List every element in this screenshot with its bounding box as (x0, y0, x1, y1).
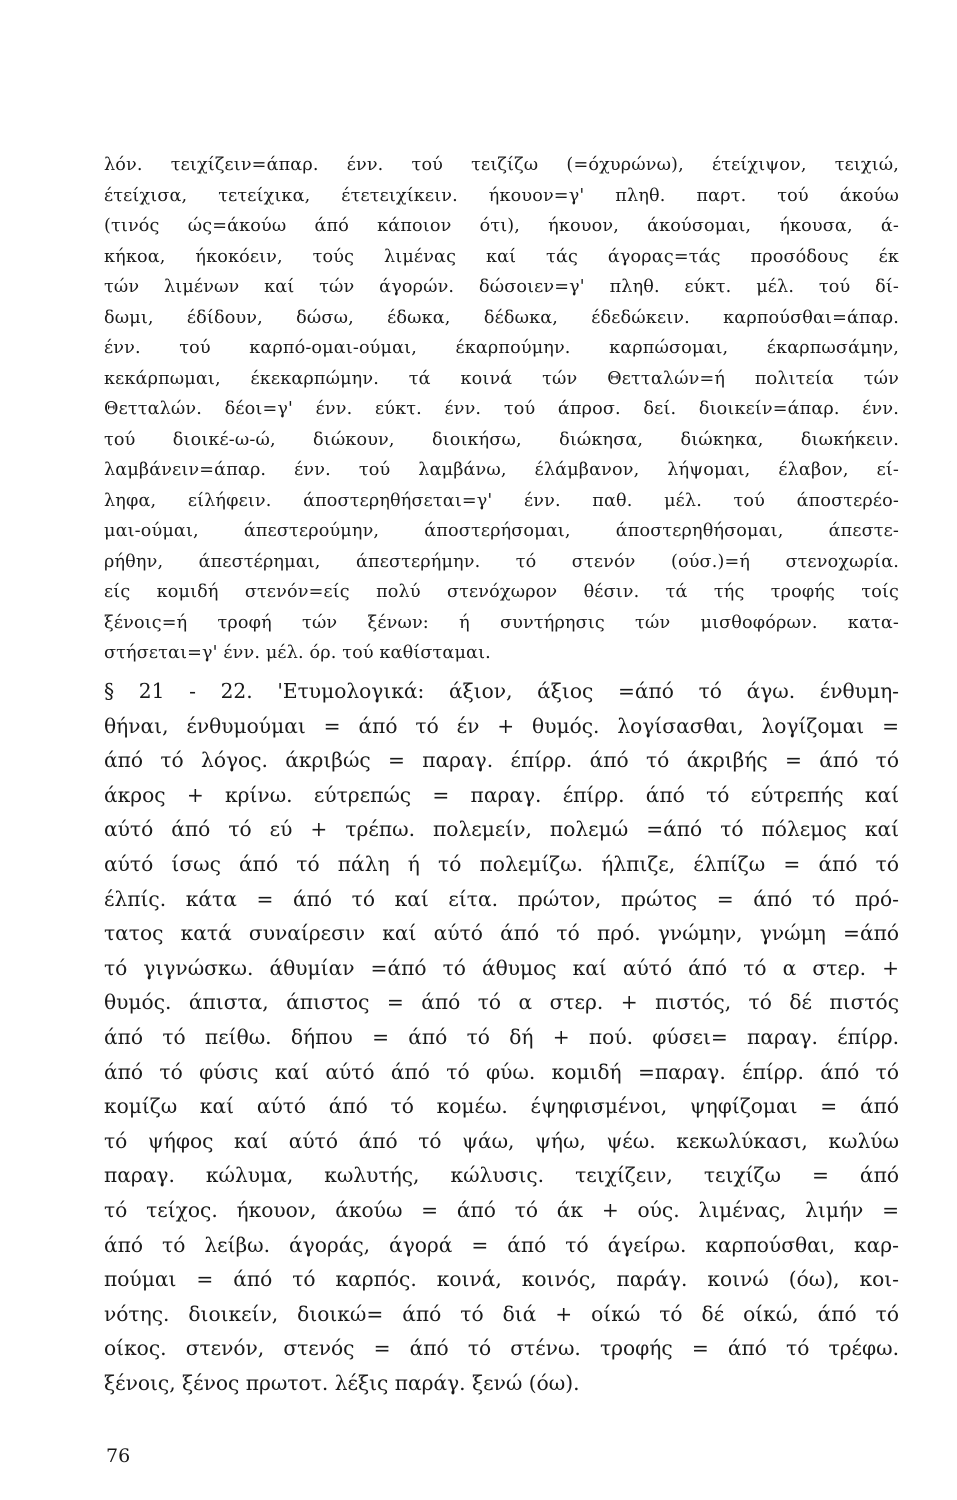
note-line: λαμβάνειν=άπαρ. ένν. τού λαμβάνω, έλάμβανον, λήψομαι, έλαβον, εί- (104, 460, 899, 480)
note-line: ένν. τού καρπό-ομαι-ούμαι, έκαρπούμην. καρπώσομαι, έκαρπωσάμην, (104, 338, 899, 358)
section-line: παραγ. κώλυμα, κωλυτής, κώλυσις. τειχίζειν, τειχίζω = άπό (104, 1163, 899, 1188)
note-line: ληφα, είλήφειν. άποστερηθήσεται=γ' ένν. παθ. μέλ. τού άποστερέο- (104, 490, 899, 511)
section-line: νότης. διοικείν, διοικώ= άπό τό διά + οίκώ τό δέ οίκώ, άπό τό (104, 1301, 899, 1326)
note-line: μαι-ούμαι, άπεστερούμην, άποστερήσομαι, άποστερηθήσομαι, άπεστε- (104, 521, 899, 541)
section-line: κομίζω καί αύτό άπό τό κομέω. έψηφισμένοι, ψηφίζομαι = άπό (104, 1094, 899, 1119)
note-line: κεκάρπωμαι, έκεκαρπώμην. τά κοινά τών Θετταλών=ή πολιτεία τών (104, 368, 899, 389)
note-line: κήκοα, ήκοκόειν, τούς λιμένας καί τάς άγορας=τάς προσόδους έκ (104, 246, 899, 267)
etymology-section (104, 674, 899, 1400)
page-number: 76 (106, 1445, 131, 1467)
note-line: έτείχισα, τετείχικα, έτετειχίκειν. ήκουον=γ' πληθ. παρτ. τού άκούω (104, 185, 899, 206)
section-line: άπό τό λόγος. άκριβώς = παραγ. έπίρρ. άπό τό άκριβής = άπό τό (104, 748, 899, 773)
section-line: τό τείχος. ήκουον, άκούω = άπό τό άκ + ούς. λιμένας, λιμήν = (104, 1197, 899, 1222)
note-line: τών λιμένων καί τών άγορών. δώσοιεν=γ' πληθ. εύκτ. μέλ. τού δί- (104, 277, 899, 297)
section-line: έλπίς. κάτα = άπό τό καί είτα. πρώτον, πρώτος = άπό τό πρό- (104, 886, 899, 911)
section-line: πούμαι = άπό τό καρπός. κοινά, κοινός, παράγ. κοινώ (όω), κοι- (104, 1267, 899, 1292)
section-line: ξένοις, ξένος πρωτοτ. λέξις παράγ. ξενώ (όω). (104, 1370, 580, 1395)
section-line: θυμός. άπιστα, άπιστος = άπό τό α στερ. + πιστός, τό δέ πιστός (104, 990, 899, 1015)
section-line: άπό τό πείθω. δήπου = άπό τό δή + πού. φύσει= παραγ. έπίρρ. (104, 1024, 899, 1049)
note-line: είς κομιδή στενόν=είς πολύ στενόχωρον θέσιν. τά τής τροφής τοίς (104, 582, 899, 602)
note-line: τού διοικέ-ω-ώ, διώκουν, διοικήσω, διώκησα, διώκηκα, διωκήκειν. (104, 429, 899, 450)
note-line: ξένοις=ή τροφή τών ξένων: ή συντήρησις τών μισθοφόρων. κατα- (104, 612, 899, 633)
section-line: τό γιγνώσκω. άθυμίαν =άπό τό άθυμος καί αύτό άπό τό α στερ. + (104, 955, 899, 980)
note-line: ρήθην, άπεστέρημαι, άπεστερήμην. τό στενόν (ούσ.)=ή στενοχωρία. (104, 551, 899, 572)
section-line: αύτό ίσως άπό τό πάλη ή τό πολεμίζω. ήλπιζε, έλπίζω = άπό τό (104, 851, 899, 876)
section-line: τό ψήφος καί αύτό άπό τό ψάω, ψήω, ψέω. κεκωλύκασι, κωλύω (104, 1128, 899, 1153)
commentary-notes (104, 150, 899, 669)
section-line: θήναι, ένθυμούμαι = άπό τό έν + θυμός. λογίσασθαι, λογίζομαι = (104, 713, 899, 738)
note-line: στήσεται=γ' ένν. μέλ. όρ. τού καθίσταμαι. (104, 643, 491, 663)
section-line: τατος κατά συναίρεσιν καί αύτό άπό τό πρό. γνώμην, γνώμη =άπό (104, 921, 899, 946)
section-line: § 21 - 22. 'Ετυμολογικά: άξιον, άξιος =άπό τό άγω. ένθυμη- (104, 679, 899, 703)
section-line: αύτό άπό τό εύ + τρέπω. πολεμείν, πολεμώ =άπό τό πόλεμος καί (104, 817, 899, 842)
note-line: Θετταλών. δέοι=γ' ένν. εύκτ. ένν. τού άπροσ. δεί. διοικείν=άπαρ. ένν. (104, 399, 899, 419)
section-line: οίκος. στενόν, στενός = άπό τό στένω. τροφής = άπό τό τρέφω. (104, 1336, 899, 1361)
note-line: (τινός ώς=άκούω άπό κάποιον ότι), ήκουον, άκούσομαι, ήκουσα, ά- (104, 216, 899, 236)
section-line: άπό τό λείβω. άγοράς, άγορά = άπό τό άγείρω. καρπούσθαι, καρ- (104, 1232, 899, 1257)
note-line: λόν. τειχίζειν=άπαρ. ένν. τού τειζίζω (=όχυρώνω), έτείχιψον, τειχιώ, (104, 155, 899, 175)
note-line: δωμι, έδίδουν, δώσω, έδωκα, δέδωκα, έδεδώκειν. καρπούσθαι=άπαρ. (104, 307, 899, 328)
section-line: άκρος + κρίνω. εύτρεπώς = παραγ. έπίρρ. άπό τό εύτρεπής καί (104, 782, 899, 807)
section-line: άπό τό φύσις καί αύτό άπό τό φύω. κομιδή =παραγ. έπίρρ. άπό τό (104, 1059, 899, 1084)
